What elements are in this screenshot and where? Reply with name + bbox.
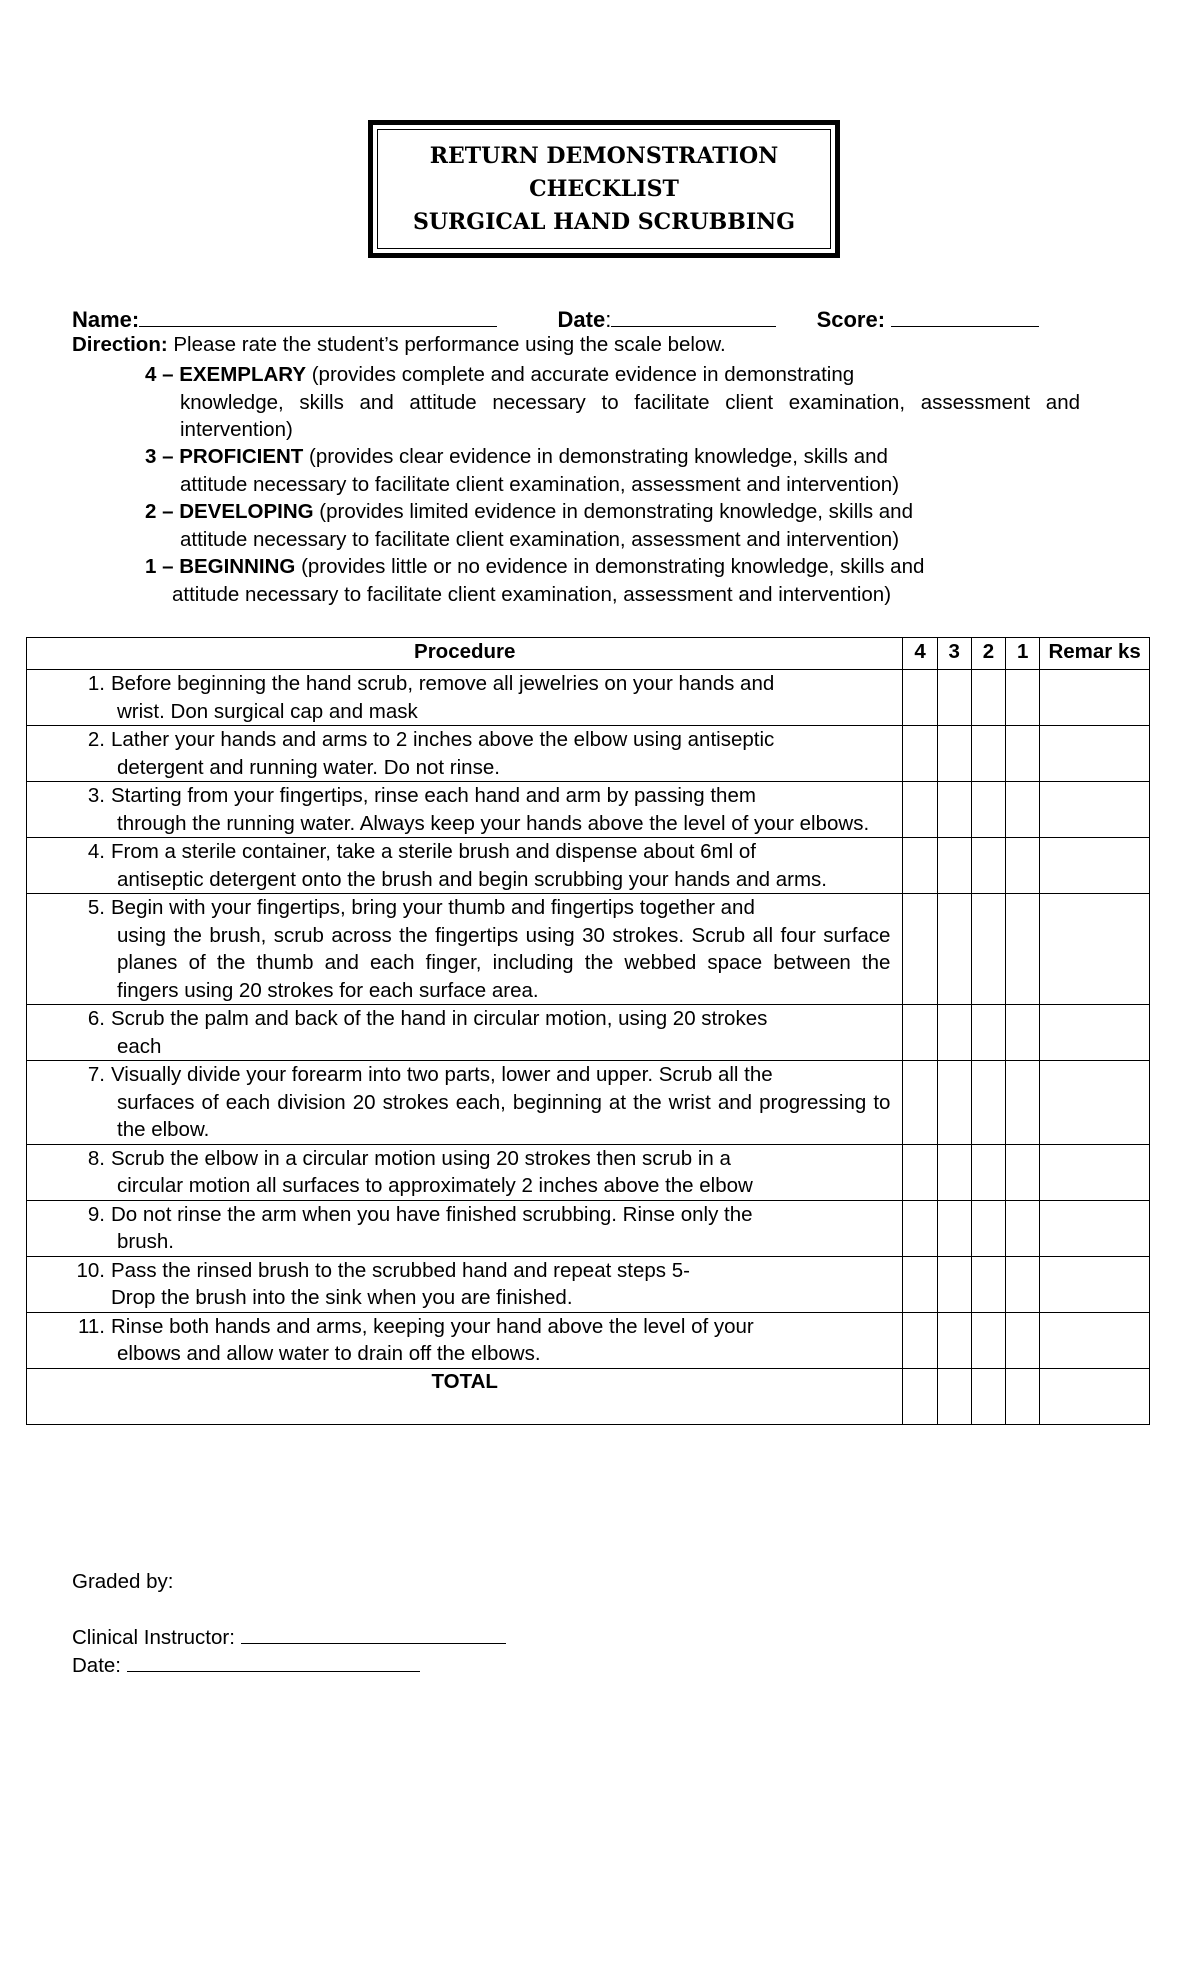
scale-level: 1 – BEGINNING (145, 555, 296, 578)
procedure-number: 11. (78, 1314, 105, 1338)
date-field-line[interactable] (611, 304, 776, 327)
procedure-cell (27, 726, 903, 782)
table-header-row (27, 638, 1150, 670)
procedure-number: 9. (87, 1202, 105, 1226)
direction-text: Please rate the student’s performance using the scale below. (167, 333, 726, 356)
remarks-cell[interactable] (1040, 726, 1150, 782)
score-4-cell[interactable] (903, 894, 937, 1005)
footer-date-field-line[interactable] (127, 1651, 420, 1672)
score-1-cell[interactable] (1006, 894, 1040, 1005)
score-4-cell[interactable] (903, 726, 937, 782)
scale-cont: attitude necessary to facilitate client examination, assessment and intervention) (172, 582, 892, 606)
header-remarks: Remar ks (1040, 638, 1150, 670)
procedure-cell (27, 782, 903, 838)
procedure-number: 3. (87, 784, 105, 807)
procedure-cell (27, 670, 903, 726)
score-label: Score: (816, 307, 886, 332)
score-3-cell[interactable] (937, 1256, 971, 1312)
scale-level: 4 – EXEMPLARY (145, 363, 307, 386)
procedure-item (27, 670, 890, 725)
scale-desc: (provides little or no evidence in demonstrating knowledge, skills and (295, 555, 925, 578)
scale-desc: (provides complete and accurate evidence in demonstrating (306, 363, 855, 386)
procedure-text-continued: brush. (117, 1230, 174, 1253)
procedure-text-first-line: From a sterile container, take a sterile brush and dispense about 6ml of (111, 840, 756, 863)
score-2-cell[interactable] (971, 894, 1005, 1005)
score-3-cell[interactable] (937, 782, 971, 838)
score-1-cell[interactable] (1006, 1144, 1040, 1200)
score-1-cell[interactable] (1006, 1061, 1040, 1145)
score-3-cell[interactable] (937, 1061, 971, 1145)
procedure-text-first-line: Lather your hands and arms to 2 inches above the elbow using antiseptic (111, 728, 775, 751)
procedure-text-continued: elbows and allow water to drain off the elbows. (117, 1342, 541, 1365)
score-4-cell[interactable] (903, 1144, 937, 1200)
score-3-cell[interactable] (937, 1005, 971, 1061)
procedure-item (27, 1061, 890, 1144)
procedure-text (111, 1257, 890, 1312)
score-2-cell[interactable] (971, 838, 1005, 894)
procedure-text-continued: antiseptic detergent onto the brush and begin scrubbing your hands and arms. (117, 867, 827, 891)
date-label: Date (557, 307, 606, 332)
procedure-item (27, 1201, 890, 1256)
scale-item-3 (145, 443, 1080, 498)
title-inner (377, 129, 831, 249)
table-row (27, 1200, 1150, 1256)
score-2-cell[interactable] (971, 782, 1005, 838)
remarks-cell[interactable] (1040, 1200, 1150, 1256)
score-1-cell[interactable] (1006, 726, 1040, 782)
header-score-4: 4 (903, 638, 937, 670)
score-4-cell[interactable] (903, 782, 937, 838)
score-2-cell[interactable] (971, 1005, 1005, 1061)
procedure-number: 1. (87, 672, 105, 695)
score-2-cell[interactable] (971, 1200, 1005, 1256)
procedure-text (111, 1313, 890, 1368)
remarks-cell[interactable] (1040, 782, 1150, 838)
procedure-cell (27, 1200, 903, 1256)
procedure-item (27, 1313, 890, 1368)
table-row (27, 1005, 1150, 1061)
scale-item-2 (145, 498, 1080, 553)
header-score-2: 2 (971, 638, 1005, 670)
score-2-cell[interactable] (971, 726, 1005, 782)
procedure-text (111, 782, 890, 837)
remarks-cell[interactable] (1040, 1005, 1150, 1061)
score-4-cell[interactable] (903, 670, 937, 726)
direction-label: Direction: (72, 333, 168, 356)
direction-line (72, 333, 1082, 357)
procedure-item (27, 726, 890, 781)
remarks-cell[interactable] (1040, 670, 1150, 726)
scale-cont: knowledge, skills and attitude necessary to facilitate client examination, assessment and intervention) (180, 390, 1080, 441)
graded-by: Graded by: (72, 1570, 174, 1593)
score-4-cell[interactable] (903, 1061, 937, 1145)
procedure-number: 4. (87, 840, 105, 863)
scale-cont: attitude necessary to facilitate client examination, assessment and intervention) (180, 472, 900, 496)
score-2-cell[interactable] (971, 1061, 1005, 1145)
score-3-cell[interactable] (937, 838, 971, 894)
table-row (27, 726, 1150, 782)
table-row (27, 670, 1150, 726)
procedure-text (111, 1061, 890, 1144)
total-row (27, 1368, 1150, 1424)
procedure-text (111, 838, 890, 893)
procedure-text-continued: using the brush, scrub across the fingertips using 30 strokes. Scrub all four surface planes of the thumb and each finger, including the webbed space between the fingers using 20 strokes for each surface area. (117, 923, 891, 1002)
clinical-instructor-line (72, 1623, 506, 1650)
table-row (27, 838, 1150, 894)
procedure-text (111, 726, 890, 781)
score-4-cell[interactable] (903, 838, 937, 894)
procedure-text-continued: Drop the brush into the sink when you are finished. (111, 1286, 573, 1309)
name-label: Name: (72, 307, 140, 332)
remarks-cell[interactable] (1040, 1061, 1150, 1145)
procedure-text (111, 1201, 890, 1256)
total-label: TOTAL (27, 1368, 903, 1424)
score-3-cell[interactable] (937, 726, 971, 782)
header-score-3: 3 (937, 638, 971, 670)
procedure-text-first-line: Do not rinse the arm when you have finished scrubbing. Rinse only the (111, 1202, 753, 1226)
procedure-text-first-line: Before beginning the hand scrub, remove all jewelries on your hands and (111, 672, 775, 695)
remarks-cell[interactable] (1040, 838, 1150, 894)
procedure-item (27, 782, 890, 837)
procedure-cell (27, 838, 903, 894)
procedure-item (27, 894, 890, 1004)
scale-level: 3 – PROFICIENT (145, 445, 304, 468)
header-score-1: 1 (1006, 638, 1040, 670)
score-3-cell[interactable] (937, 894, 971, 1005)
clinical-instructor-field-line[interactable] (241, 1623, 506, 1644)
date-colon: : (605, 307, 612, 332)
remarks-cell[interactable] (1040, 1256, 1150, 1312)
score-3-cell[interactable] (937, 670, 971, 726)
table-row (27, 1144, 1150, 1200)
procedure-text-continued: circular motion all surfaces to approximately 2 inches above the elbow (117, 1174, 753, 1197)
procedure-number: 8. (87, 1146, 105, 1170)
procedure-number: 5. (87, 896, 105, 919)
scale-item-4 (145, 361, 1080, 444)
score-1-cell[interactable] (1006, 1200, 1040, 1256)
score-3-cell[interactable] (937, 1200, 971, 1256)
score-3-cell[interactable] (937, 1312, 971, 1368)
procedure-number: 7. (87, 1063, 105, 1086)
procedure-text-first-line: Begin with your fingertips, bring your thumb and fingertips together and (111, 896, 755, 919)
table-row (27, 894, 1150, 1005)
score-3-cell[interactable] (937, 1144, 971, 1200)
title-line-1: RETURN DEMONSTRATION (429, 142, 779, 169)
score-1-cell[interactable] (1006, 838, 1040, 894)
score-1-cell[interactable] (1006, 1312, 1040, 1368)
scale-item-1 (145, 553, 1080, 608)
procedure-item (27, 1005, 890, 1060)
remarks-cell[interactable] (1040, 1144, 1150, 1200)
remarks-cell[interactable] (1040, 894, 1150, 1005)
checklist-table (26, 637, 1150, 1425)
procedure-cell (27, 1312, 903, 1368)
footer-date-label: Date: (72, 1654, 127, 1677)
procedure-cell (27, 1256, 903, 1312)
procedure-text-first-line: Pass the rinsed brush to the scrubbed hand and repeat steps 5- (111, 1258, 690, 1282)
scale-cont: attitude necessary to facilitate client examination, assessment and intervention) (180, 527, 900, 551)
procedure-item (27, 838, 890, 893)
procedure-text-continued: each (117, 1034, 162, 1058)
procedure-cell (27, 1144, 903, 1200)
procedure-text (111, 894, 890, 1004)
score-field-line[interactable] (891, 304, 1039, 327)
table-row (27, 1312, 1150, 1368)
procedure-number: 2. (87, 728, 105, 751)
procedure-item (27, 1145, 890, 1200)
score-2-cell[interactable] (971, 670, 1005, 726)
procedure-text-first-line: Scrub the elbow in a circular motion using 20 strokes then scrub in a (111, 1146, 731, 1170)
clinical-instructor-label: Clinical Instructor: (72, 1626, 241, 1649)
header-procedure: Procedure (27, 638, 903, 670)
score-1-cell[interactable] (1006, 1005, 1040, 1061)
procedure-number: 6. (87, 1007, 105, 1030)
score-4-cell[interactable] (903, 1312, 937, 1368)
title-line-2: CHECKLIST (529, 175, 679, 202)
total-score-1[interactable] (1006, 1368, 1040, 1424)
student-info-line (72, 304, 1092, 333)
total-score-2[interactable] (971, 1368, 1005, 1424)
score-2-cell[interactable] (971, 1312, 1005, 1368)
procedure-text (111, 670, 890, 725)
procedure-text (111, 1005, 890, 1060)
procedure-item (27, 1257, 890, 1312)
table-row (27, 1256, 1150, 1312)
procedure-text-continued: surfaces of each division 20 strokes each, beginning at the wrist and progressing to the elbow. (117, 1090, 891, 1141)
procedure-cell (27, 1005, 903, 1061)
scale-desc: (provides clear evidence in demonstrating knowledge, skills and (303, 445, 888, 468)
score-1-cell[interactable] (1006, 670, 1040, 726)
procedure-text-first-line: Visually divide your forearm into two parts, lower and upper. Scrub all the (111, 1063, 773, 1086)
title-box (368, 120, 840, 258)
procedure-text-first-line: Starting from your fingertips, rinse each hand and arm by passing them (111, 784, 756, 807)
procedure-text-first-line: Rinse both hands and arms, keeping your hand above the level of your (111, 1314, 754, 1338)
score-2-cell[interactable] (971, 1256, 1005, 1312)
score-2-cell[interactable] (971, 1144, 1005, 1200)
footer-date-line (72, 1651, 420, 1678)
total-remarks[interactable] (1040, 1368, 1150, 1424)
scale-level: 2 – DEVELOPING (145, 500, 314, 523)
table-row (27, 1061, 1150, 1145)
scale-desc: (provides limited evidence in demonstrating knowledge, skills and (313, 500, 913, 523)
score-4-cell[interactable] (903, 1200, 937, 1256)
procedure-text-continued: detergent and running water. Do not rinse. (117, 755, 500, 779)
score-1-cell[interactable] (1006, 782, 1040, 838)
score-4-cell[interactable] (903, 1256, 937, 1312)
score-4-cell[interactable] (903, 1005, 937, 1061)
title-line-3: SURGICAL HAND SCRUBBING (412, 208, 796, 235)
procedure-text-continued: through the running water. Always keep your hands above the level of your elbows. (117, 811, 870, 835)
procedure-text-continued: wrist. Don surgical cap and mask (117, 699, 418, 723)
name-field-line[interactable] (139, 304, 497, 327)
procedure-cell (27, 894, 903, 1005)
procedure-text (111, 1145, 890, 1200)
score-1-cell[interactable] (1006, 1256, 1040, 1312)
procedure-cell (27, 1061, 903, 1145)
procedure-text-first-line: Scrub the palm and back of the hand in circular motion, using 20 strokes (111, 1007, 768, 1030)
procedure-number: 10. (76, 1258, 105, 1282)
table-row (27, 782, 1150, 838)
total-score-4[interactable] (903, 1368, 937, 1424)
remarks-cell[interactable] (1040, 1312, 1150, 1368)
total-score-3[interactable] (937, 1368, 971, 1424)
